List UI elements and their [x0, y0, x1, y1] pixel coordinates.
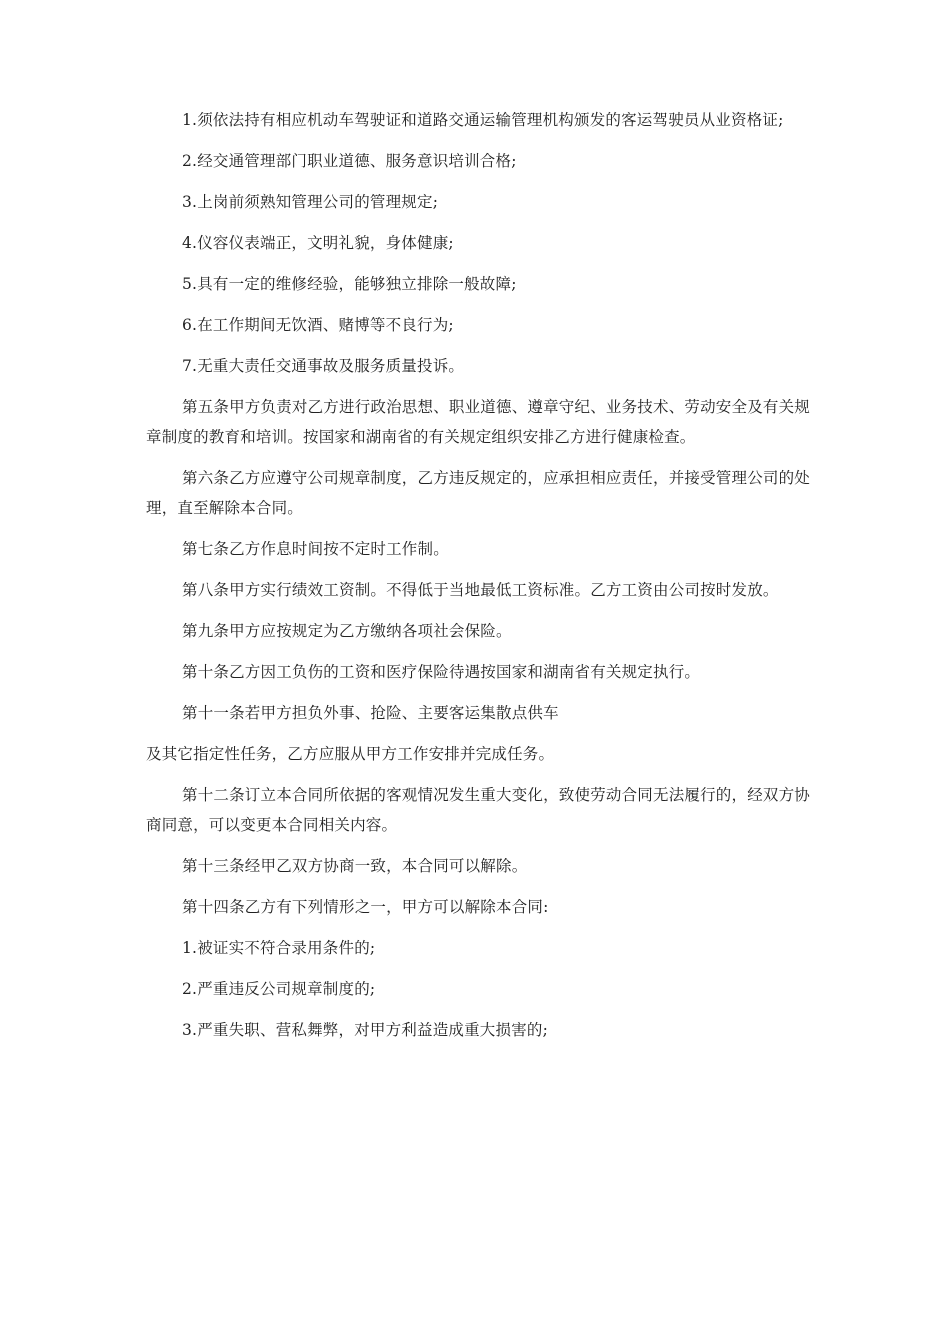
- termination-condition-1: 1.被证实不符合录用条件的;: [182, 939, 376, 957]
- article-7: 第七条乙方作息时间按不定时工作制。: [182, 540, 449, 558]
- document-body: [146, 105, 810, 1045]
- article-12: 第十二条订立本合同所依据的客观情况发生重大变化，致使劳动合同无法履行的，经双方协商同意，可以变更本合同相关内容。: [146, 786, 811, 834]
- paragraph-item-4: 4.仪容仪表端正，文明礼貌，身体健康;: [182, 234, 454, 252]
- article-5: 第五条甲方负责对乙方进行政治思想、职业道德、遵章守纪、业务技术、劳动安全及有关规章制度的教育和培训。按国家和湖南省的有关规定组织安排乙方进行健康检查。: [146, 398, 811, 446]
- article-10: 第十条乙方因工负伤的工资和医疗保险待遇按国家和湖南省有关规定执行。: [182, 663, 701, 681]
- paragraph-item-1: 1.须依法持有相应机动车驾驶证和道路交通运输管理机构颁发的客运驾驶员从业资格证;: [182, 111, 784, 129]
- paragraph-item-7: 7.无重大责任交通事故及服务质量投诉。: [182, 357, 465, 375]
- article-9: 第九条甲方应按规定为乙方缴纳各项社会保险。: [182, 622, 512, 640]
- paragraph-item-2: 2.经交通管理部门职业道德、服务意识培训合格;: [182, 152, 517, 170]
- termination-condition-2: 2.严重违反公司规章制度的;: [182, 980, 376, 998]
- article-11: 第十一条若甲方担负外事、抢险、主要客运集散点供车: [182, 704, 559, 722]
- paragraph-item-3: 3.上岗前须熟知管理公司的管理规定;: [182, 193, 439, 211]
- article-8: 第八条甲方实行绩效工资制。不得低于当地最低工资标准。乙方工资由公司按时发放。: [182, 581, 779, 599]
- paragraph-item-5: 5.具有一定的维修经验，能够独立排除一般故障;: [182, 275, 517, 293]
- article-6: 第六条乙方应遵守公司规章制度，乙方违反规定的，应承担相应责任，并接受管理公司的处理，直至解除本合同。: [146, 469, 811, 517]
- termination-condition-3: 3.严重失职、营私舞弊，对甲方利益造成重大损害的;: [182, 1021, 549, 1039]
- article-11-continuation: 及其它指定性任务，乙方应服从甲方工作安排并完成任务。: [146, 745, 555, 763]
- article-13: 第十三条经甲乙双方协商一致，本合同可以解除。: [182, 857, 528, 875]
- paragraph-item-6: 6.在工作期间无饮酒、赌博等不良行为;: [182, 316, 454, 334]
- article-14: 第十四条乙方有下列情形之一，甲方可以解除本合同:: [182, 898, 549, 916]
